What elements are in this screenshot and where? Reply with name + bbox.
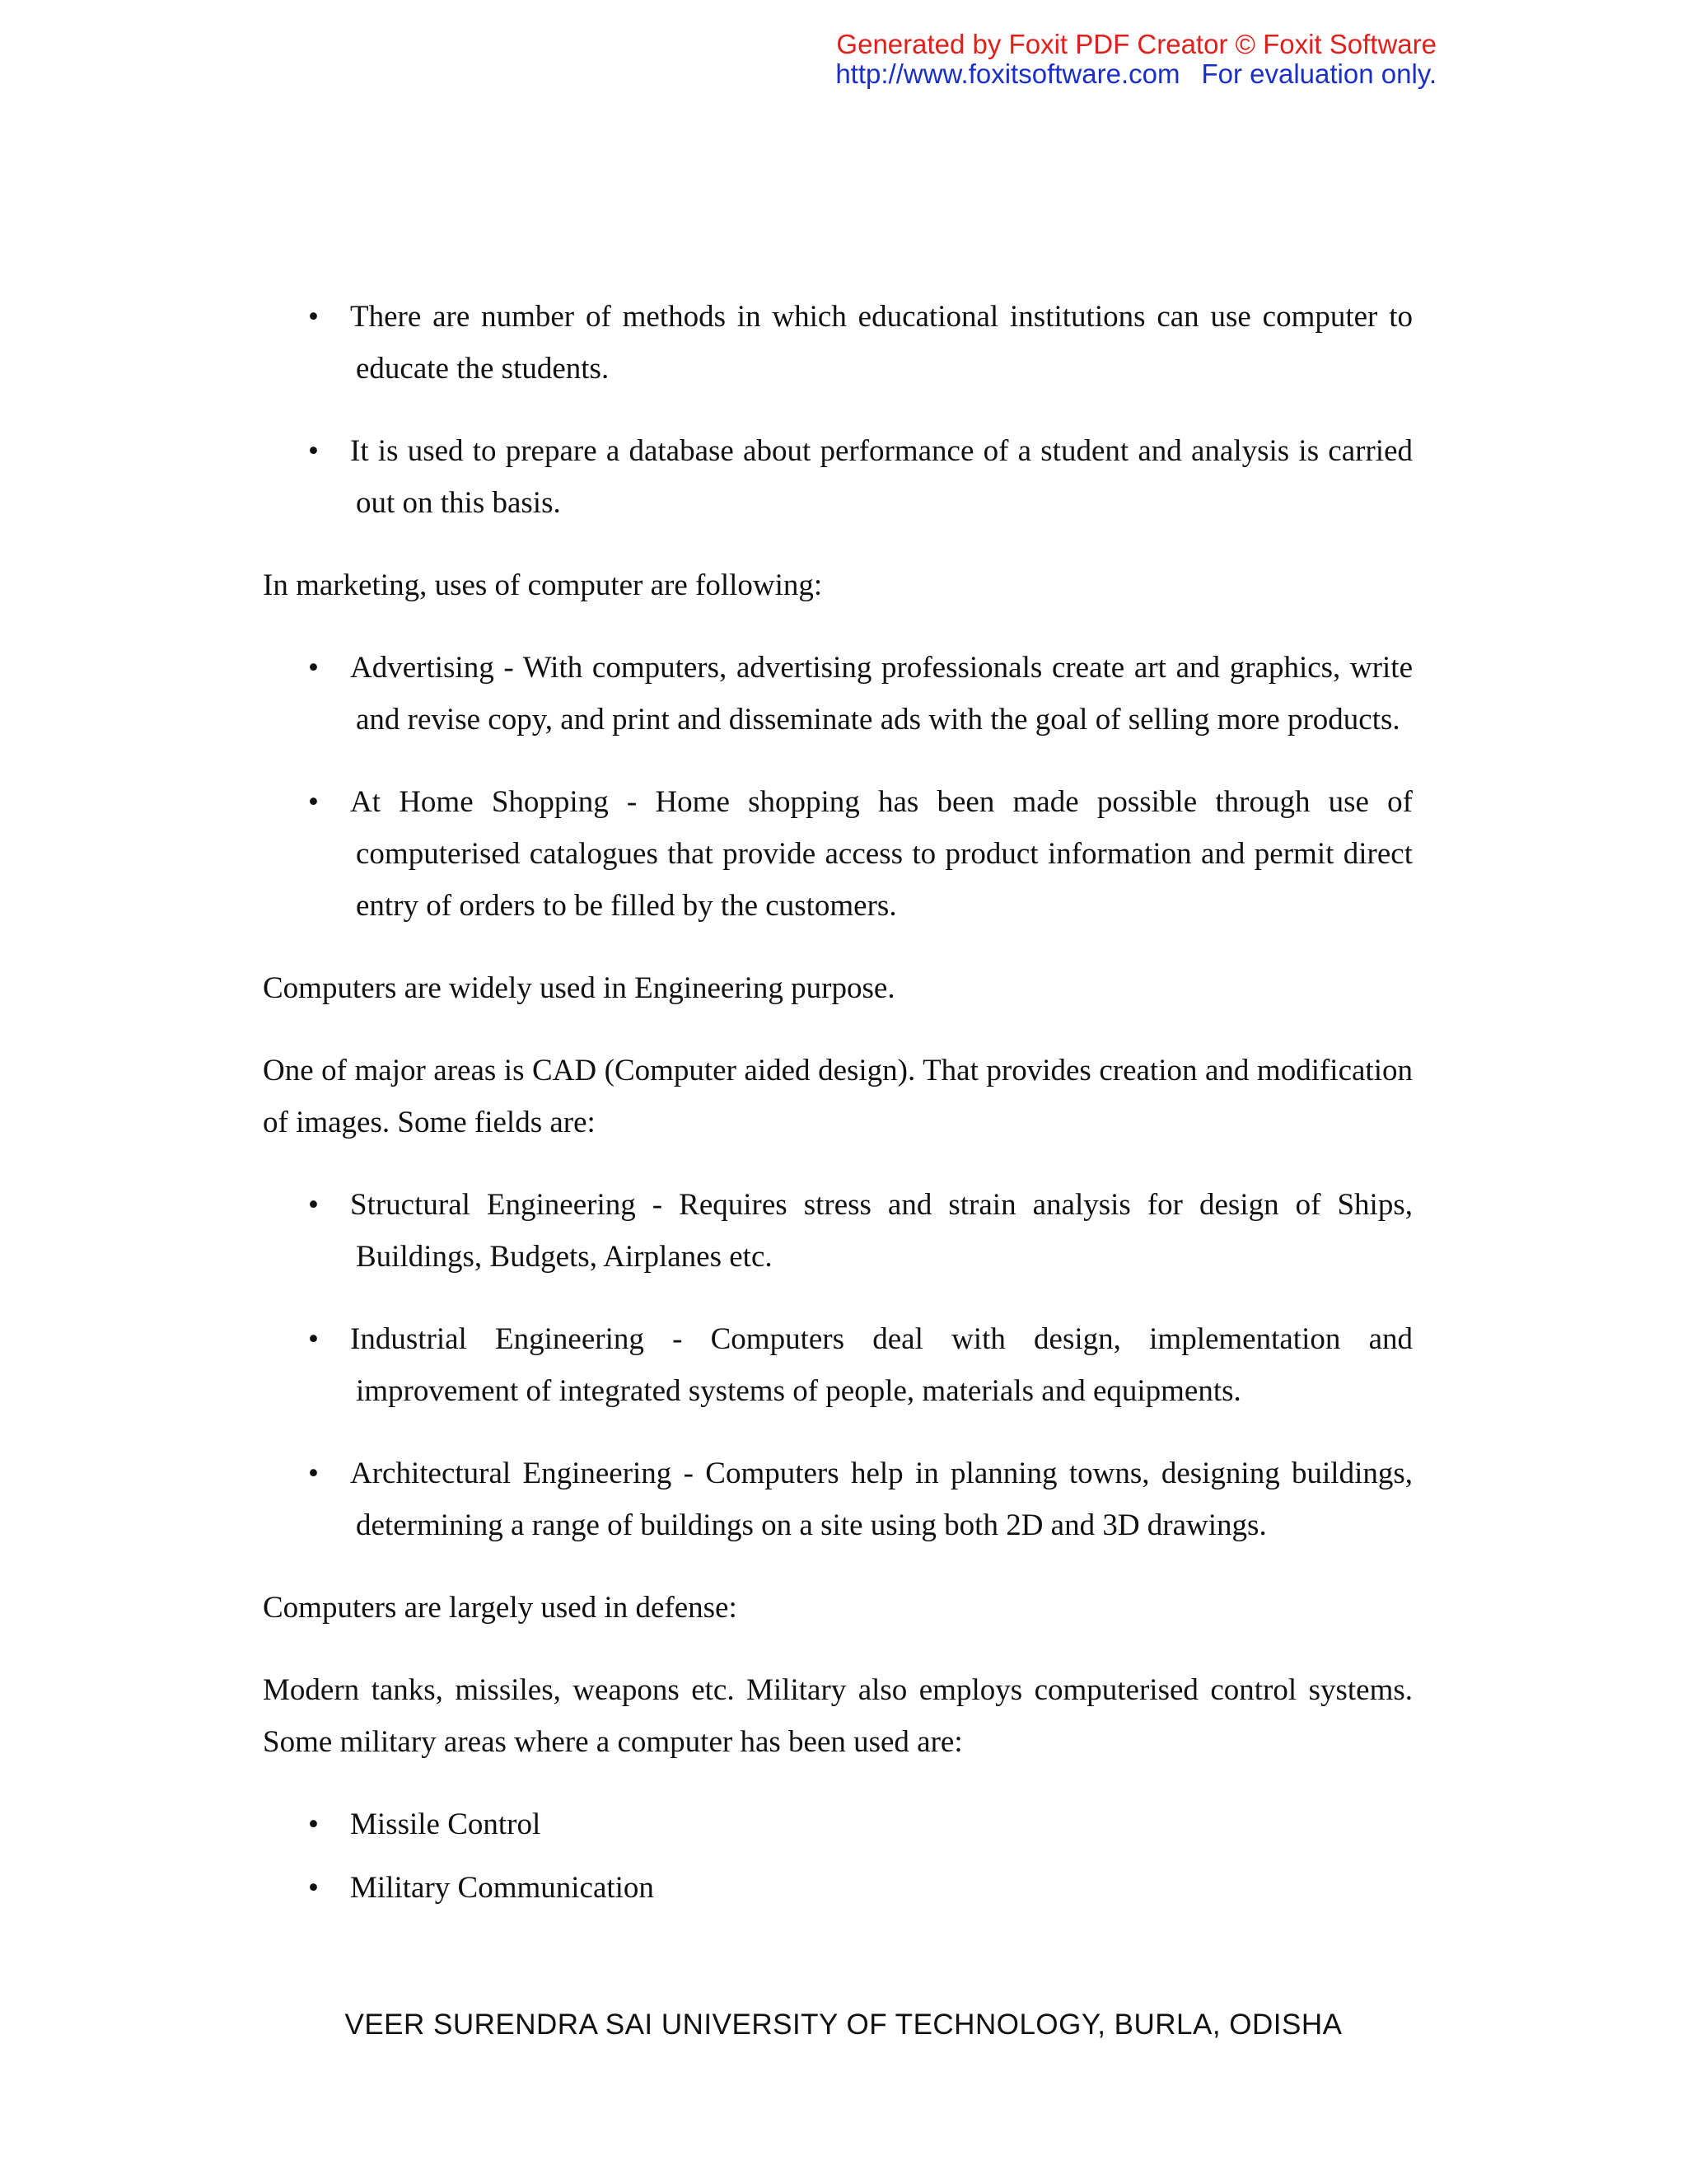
bullet-icon: •: [308, 300, 319, 334]
bullet-icon: •: [308, 434, 319, 468]
marketing-bullet-list: [263, 642, 1413, 932]
list-item: [263, 1862, 1413, 1914]
list-item: [263, 291, 1413, 395]
cad-paragraph: One of major areas is CAD (Computer aided design). That provides creation and modification of images. Some fields are:: [263, 1054, 1413, 1139]
list-item: [263, 1313, 1413, 1417]
list-item: [263, 776, 1413, 932]
bullet-icon: •: [308, 1188, 319, 1222]
bullet-icon: •: [308, 785, 319, 819]
list-item-term: Structural Engineering: [350, 1188, 636, 1222]
watermark-url-line: [835, 59, 1437, 89]
pdf-creator-watermark: [835, 30, 1437, 89]
term-separator: -: [671, 1457, 706, 1490]
bullet-icon: •: [308, 1871, 319, 1905]
list-item-text: With computers, advertising professionals create art and graphics, write and revise copy, and print and disseminate ads with the goal of selling more products.: [356, 651, 1413, 737]
document-body: [263, 291, 1413, 1944]
engineering-bullet-list: [263, 1179, 1413, 1551]
list-item-text: Computers help in planning towns, designing buildings, determining a range of buildings on a site using both 2D and 3D drawings.: [356, 1457, 1413, 1542]
list-item-term: Architectural Engineering: [350, 1457, 672, 1490]
marketing-intro: In marketing, uses of computer are following:: [263, 568, 823, 602]
list-item: [263, 1447, 1413, 1551]
list-item-term: Industrial Engineering: [350, 1322, 644, 1356]
defense-paragraph: Modern tanks, missiles, weapons etc. Military also employs computerised control systems. Some military areas where a computer has been used are:: [263, 1673, 1413, 1759]
education-bullet-list: [263, 291, 1413, 529]
term-separator: -: [635, 1188, 680, 1222]
list-item-text: There are number of methods in which educational institutions can use computer to educate the students.: [350, 300, 1413, 386]
bullet-icon: •: [308, 651, 319, 685]
list-item-term: Advertising: [350, 651, 494, 685]
list-item: [263, 425, 1413, 529]
list-item: [263, 1179, 1413, 1283]
watermark-url-link[interactable]: http://www.foxitsoftware.com: [835, 58, 1180, 89]
list-item-term: At Home Shopping: [350, 785, 609, 819]
list-item-text: Computers deal with design, implementation and improvement of integrated systems of people, materials and equipments.: [356, 1322, 1413, 1408]
term-separator: -: [643, 1322, 711, 1356]
list-item: [263, 642, 1413, 746]
list-item: [263, 1798, 1413, 1850]
list-item-text: Military Communication: [350, 1871, 654, 1905]
term-separator: -: [493, 651, 523, 685]
list-item-text: It is used to prepare a database about performance of a student and analysis is carried out on this basis.: [350, 434, 1413, 520]
bullet-icon: •: [308, 1457, 319, 1490]
term-separator: -: [608, 785, 656, 819]
list-item-text: Home shopping has been made possible through use of computerised catalogues that provide access to product information and permit direct entry of orders to be filled by the customers.: [356, 785, 1413, 923]
bullet-icon: •: [308, 1322, 319, 1356]
engineering-intro: Computers are widely used in Engineering purpose.: [263, 971, 895, 1005]
list-item-text: Requires stress and strain analysis for design of Ships, Buildings, Budgets, Airplanes etc.: [356, 1188, 1413, 1274]
defense-intro: Computers are largely used in defense:: [263, 1591, 737, 1625]
list-item-text: Missile Control: [350, 1808, 541, 1841]
watermark-title: Generated by Foxit PDF Creator © Foxit Software: [836, 29, 1437, 59]
watermark-evaluation-note: For evaluation only.: [1201, 58, 1437, 89]
page-footer: VEER SURENDRA SAI UNIVERSITY OF TECHNOLOGY, BURLA, ODISHA: [344, 2009, 1343, 2041]
bullet-icon: •: [308, 1808, 319, 1841]
military-bullet-list: [263, 1798, 1413, 1914]
